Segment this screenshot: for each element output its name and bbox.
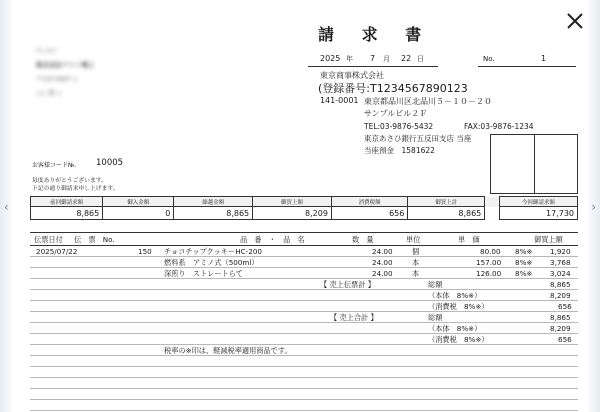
issuer-company: 東京商事株式会社 xyxy=(320,71,384,80)
summary-value: 8,865 xyxy=(174,207,253,220)
slip-total-base: 8,209 xyxy=(550,291,571,300)
row-unit: 本 xyxy=(412,269,420,278)
row-tax: 8%※ xyxy=(515,247,533,256)
slip-total-tax-label: （消費税 8%※） xyxy=(428,302,489,311)
invoice-document xyxy=(28,14,580,412)
header-item: 品 番 ・ 品 名 xyxy=(240,235,305,244)
header-amount: 御買上額 xyxy=(534,235,563,244)
grand-total-tax: 656 xyxy=(558,335,572,344)
summary-header: 御入金額 xyxy=(103,197,174,207)
issuer-fax: FAX:03-9876-1234 xyxy=(464,122,534,131)
issuer-postal: 141-0001 xyxy=(320,96,359,105)
row-item: 燃料系 アミノ式（500ml） xyxy=(164,258,259,267)
grand-total-sum-label: 総額 xyxy=(428,313,443,322)
grand-total-label: 【 売上合計 】 xyxy=(330,313,378,322)
row-item: 深煎り ストレートらて xyxy=(164,269,243,278)
header-slip: 伝 票 No. xyxy=(74,235,115,244)
row-qty: 24.00 xyxy=(372,247,393,256)
row-price: 126.00 xyxy=(476,269,502,278)
summary-header: 消費税額 xyxy=(331,197,407,207)
issuer-tel: TEL:03-9876-5432 xyxy=(364,122,434,131)
row-date: 2025/07/22 xyxy=(36,247,78,256)
summary-table xyxy=(30,196,578,220)
grand-total-tax-label: （消費税 8%※） xyxy=(428,335,489,344)
header-unit: 単位 xyxy=(406,235,421,244)
row-tax: 8%※ xyxy=(515,258,533,267)
slip-total-base-label: （本体 8%※） xyxy=(428,291,482,300)
detail-header-row xyxy=(30,232,578,246)
row-qty: 24.00 xyxy=(372,258,393,267)
summary-value: 8,209 xyxy=(253,207,332,220)
row-tax: 8%※ xyxy=(515,269,533,278)
issuer-registration: (登録番号:T1234567890123 xyxy=(318,82,468,95)
issuer-account: 当座預金 1581622 xyxy=(364,146,435,155)
summary-header: 前回御請求額 xyxy=(31,197,103,207)
greeting-line-1: 毎度ありがとうございます。 xyxy=(32,178,107,184)
row-qty: 24.00 xyxy=(372,269,393,278)
date-day-unit: 日 xyxy=(417,55,424,63)
grand-total-base: 8,209 xyxy=(550,324,571,333)
recipient-company: 株式会社アトン電工 xyxy=(36,61,95,69)
seal-box xyxy=(490,134,578,194)
summary-header: 繰越金額 xyxy=(174,197,253,207)
row-item: チョコチップクッキーHC-200 xyxy=(164,247,262,256)
row-price: 80.00 xyxy=(480,247,501,256)
recipient-name: ○○ 様 ○ xyxy=(36,90,62,97)
summary-value: 0 xyxy=(103,207,174,220)
summary-header: 今回御請求額 xyxy=(499,197,577,207)
date-month-unit: 月 xyxy=(383,55,390,63)
date-day: 22 xyxy=(401,54,412,63)
slip-total-tax: 656 xyxy=(558,302,572,311)
customer-code-label: お客様コード№. xyxy=(32,162,77,169)
greeting-line-2: 下記の通り御請求申し上げます。 xyxy=(32,186,119,192)
row-amount: 3,024 xyxy=(550,269,571,278)
row-unit: 個 xyxy=(412,247,420,256)
grand-total-base-label: （本体 8%※） xyxy=(428,324,482,333)
invoice-no-label: No. xyxy=(483,55,495,63)
invoice-no-value: 1 xyxy=(541,54,547,63)
reduced-tax-note: 税率の※印は、軽減税率適用商品です。 xyxy=(164,346,292,355)
slip-total-sum-label: 総額 xyxy=(428,280,443,289)
summary-header: 御買上計 xyxy=(408,197,485,207)
header-price: 単 価 xyxy=(458,235,480,244)
summary-value: 656 xyxy=(331,207,407,220)
date-year: 2025 xyxy=(320,54,341,63)
slip-total-label: 【 売上伝票計 】 xyxy=(320,280,375,289)
header-qty: 数 量 xyxy=(352,235,374,244)
issuer-bank: 東京あさひ銀行五反田支店 当座 xyxy=(364,134,472,143)
summary-header: 御買上額 xyxy=(253,197,332,207)
recipient-kana: ｱﾄﾝ ｶﾝﾌﾞ xyxy=(36,48,59,55)
customer-code-value: 10005 xyxy=(96,158,124,168)
grand-total-sum: 8,865 xyxy=(550,313,571,322)
row-slip: 150 xyxy=(138,247,152,256)
row-unit: 本 xyxy=(412,258,420,267)
invoice-title: 請 求 書 xyxy=(318,25,433,44)
summary-value: 8,865 xyxy=(31,207,103,220)
header-date: 伝票日付 xyxy=(34,235,63,244)
row-amount: 3,768 xyxy=(550,258,571,267)
date-year-unit: 年 xyxy=(346,55,353,63)
row-amount: 1,920 xyxy=(550,247,571,256)
prev-page-arrow-icon[interactable]: ‹ xyxy=(4,200,9,214)
summary-value: 17,730 xyxy=(499,207,577,220)
issuer-building: サンプルビル２Ｆ xyxy=(364,109,428,118)
date-month: 7 xyxy=(370,54,376,63)
row-price: 157.00 xyxy=(476,258,502,267)
issuer-address: 東京都品川区北品川５－１０－２０ xyxy=(364,97,492,106)
recipient-address: 〒123-4567 ○ xyxy=(36,76,79,83)
next-page-arrow-icon[interactable]: › xyxy=(591,200,596,214)
slip-total-sum: 8,865 xyxy=(550,280,571,289)
summary-value: 8,865 xyxy=(408,207,485,220)
